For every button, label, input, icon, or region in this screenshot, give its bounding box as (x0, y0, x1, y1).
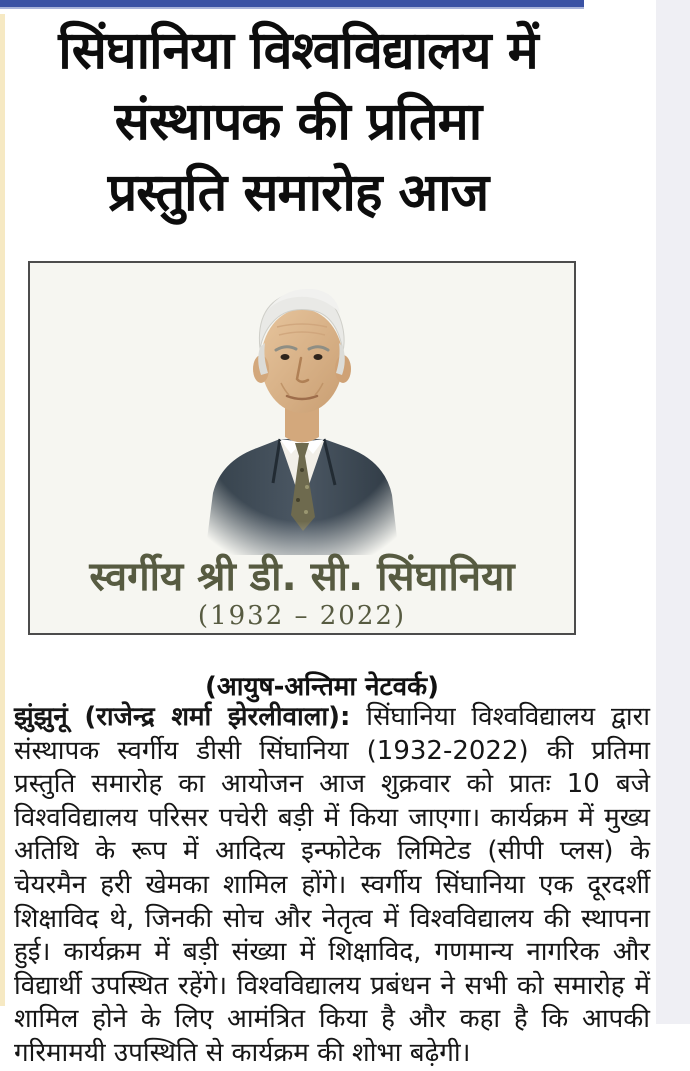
photo-caption-name: स्वर्गीय श्री डी. सी. सिंघानिया (89, 554, 515, 600)
article-byline: झुंझुनूं (राजेन्द्र शर्मा झेरलीवाला): (14, 702, 351, 732)
headline-line-3: प्रस्तुति समारोह आज (107, 163, 489, 223)
headline (0, 16, 596, 229)
right-lavender-strip (656, 0, 690, 1024)
headline-line-1: सिंघानिया विश्वविद्यालय में (58, 21, 538, 81)
headline-line-2: संस्थापक की प्रतिमा (114, 92, 482, 152)
top-blue-bar (0, 0, 584, 7)
portrait-photo (177, 265, 427, 555)
news-agency-credit: (आयुष-अन्तिमा नेटवर्क) (205, 672, 439, 702)
article-body-text: सिंघानिया विश्वविद्यालय द्वारा संस्थापक स्वर्गीय डीसी सिंघानिया (1932-2022) की प्रतिमा प्रस्तुति समारोह का आयोजन आज शुक्रवार को प्रातः 10 बजे विश्वविद्यालय परिसर पचेरी बड़ी में किया जाएगा। कार्यक्रम में मुख्य अतिथि के रूप में आदित्य इन्फोटेक लिमिटेड (सीपी प्लस) के चेयरमैन हरी खेमका शामिल होंगे। स्वर्गीय सिंघानिया एक दूरदर्शी शिक्षाविद थे, जिनकी सोच और नेतृत्व में विश्वविद्यालय की स्थापना हुई। कार्यक्रम में बड़ी संख्या में शिक्षाविद, गणमान्य नागरिक और विद्यार्थी उपस्थित रहेंगे। विश्वविद्यालय प्रबंधन ने सभी को समारोह में शामिल होने के लिए आमंत्रित किया है और कहा है कि आपकी गरिमामयी उपस्थिति से कार्यक्रम की शोभा बढ़ेगी। (14, 702, 651, 1068)
top-blue-bar-underline (0, 7, 584, 9)
photo-caption-years: (1932 – 2022) (197, 601, 407, 631)
photo-frame (28, 261, 576, 635)
article-body (14, 701, 650, 1071)
elderly-man-portrait-image (177, 265, 427, 555)
